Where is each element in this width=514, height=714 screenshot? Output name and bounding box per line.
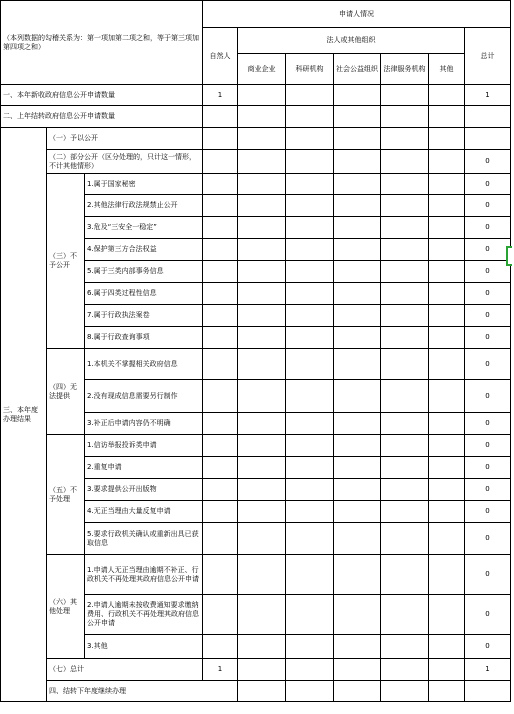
- row-label: （二）部分公开（区分处理的，只计这一情形，不计其他情形）: [47, 150, 203, 174]
- row-label: 四、结转下年度继续办理: [47, 681, 238, 702]
- category-label: （三）不予公开: [47, 174, 85, 349]
- row-label: 3.补正后申请内容仍不明确: [85, 413, 203, 435]
- category-label: （四）无法提供: [47, 349, 85, 435]
- row-label: 3.其他: [85, 635, 203, 659]
- row-label: 5.要求行政机关确认或重新出具已获取信息: [85, 523, 203, 555]
- row-label: 2.没有现成信息需要另行制作: [85, 380, 203, 413]
- row-label: 一、本年新收政府信息公开申请数量: [1, 85, 203, 106]
- total-value: 0: [465, 327, 511, 349]
- table-row: [1, 106, 511, 128]
- row-label: 3.要求提供公开出版物: [85, 479, 203, 501]
- total-header: 总计: [465, 28, 511, 85]
- total-value: 0: [465, 635, 511, 659]
- row-label: （七）总计: [47, 659, 203, 681]
- total-value: [465, 128, 511, 150]
- total-value: 0: [465, 523, 511, 555]
- total-value: 1: [465, 85, 511, 106]
- row-label: 2.重复申请: [85, 457, 203, 479]
- row-label: 1.申请人无正当理由逾期不补正、行政机关不再处理其政府信息公开申请: [85, 555, 203, 595]
- table-row: [1, 555, 511, 595]
- legal-service-header: 法律服务机构: [381, 54, 429, 85]
- row-label: 二、上年结转政府信息公开申请数量: [1, 106, 203, 128]
- row-label: 1.属于国家秘密: [85, 174, 203, 195]
- row-label: 6.属于四类过程性信息: [85, 283, 203, 305]
- result-group-label: 三、本年度办理结果: [1, 128, 47, 702]
- total-value: 0: [465, 283, 511, 305]
- legal-persons-header: 法人或其他组织: [238, 28, 465, 54]
- row-label: 8.属于行政查询事项: [85, 327, 203, 349]
- row-label: 3.危及“三安全一稳定”: [85, 217, 203, 239]
- table-row: [1, 150, 511, 174]
- row-label: 1.信访举报投诉类申请: [85, 435, 203, 457]
- total-value: 0: [465, 413, 511, 435]
- natural-value: 1: [203, 659, 238, 681]
- applicant-status-header: 申请人情况: [203, 1, 511, 28]
- row-label: 5.属于三类内部事务信息: [85, 261, 203, 283]
- total-value: 0: [465, 349, 511, 380]
- total-value: 0: [465, 457, 511, 479]
- total-value: 0: [465, 479, 511, 501]
- social-welfare-header: 社会公益组织: [334, 54, 381, 85]
- category-label: （五）不予处理: [47, 435, 85, 555]
- table-row: [1, 435, 511, 457]
- research-header: 科研机构: [286, 54, 334, 85]
- table-row: [1, 85, 511, 106]
- total-value: 0: [465, 595, 511, 635]
- natural-person-header: 自然人: [203, 28, 238, 85]
- table-row: [1, 128, 511, 150]
- total-value: 0: [465, 150, 511, 174]
- row-label: （一）予以公开: [47, 128, 203, 150]
- category-label: （六）其他处理: [47, 555, 85, 659]
- total-value: 0: [465, 174, 511, 195]
- table-row: [1, 349, 511, 380]
- total-value: 0: [465, 261, 511, 283]
- total-value: 0: [465, 217, 511, 239]
- row-label: 4.保护第三方合法权益: [85, 239, 203, 261]
- row-label: 1.本机关不掌握相关政府信息: [85, 349, 203, 380]
- other-header: 其他: [429, 54, 465, 85]
- row-label: 2.申请人逾期未按收费通知要求缴纳费用、行政机关不再处理其政府信息公开申请: [85, 595, 203, 635]
- total-value: 1: [465, 659, 511, 681]
- total-value: 0: [465, 239, 511, 261]
- commercial-header: 商业企业: [238, 54, 286, 85]
- row-label: 2.其他法律行政法规禁止公开: [85, 195, 203, 217]
- total-value: 0: [465, 501, 511, 523]
- table-row: [1, 681, 511, 702]
- total-value: 0: [465, 555, 511, 595]
- cell-selection-marker: [506, 246, 512, 266]
- total-value: 0: [465, 195, 511, 217]
- total-value: [465, 106, 511, 128]
- total-value: 0: [465, 305, 511, 327]
- table-row: [1, 659, 511, 681]
- table-note: （本列数据的勾稽关系为：第一项加第二项之和，等于第三项加第四项之和）: [1, 1, 203, 85]
- total-value: 0: [465, 380, 511, 413]
- total-value: 0: [465, 435, 511, 457]
- table-row: [1, 174, 511, 195]
- natural-value: 1: [203, 85, 238, 106]
- row-label: 4.无正当理由大量反复申请: [85, 501, 203, 523]
- row-label: 7.属于行政执法案卷: [85, 305, 203, 327]
